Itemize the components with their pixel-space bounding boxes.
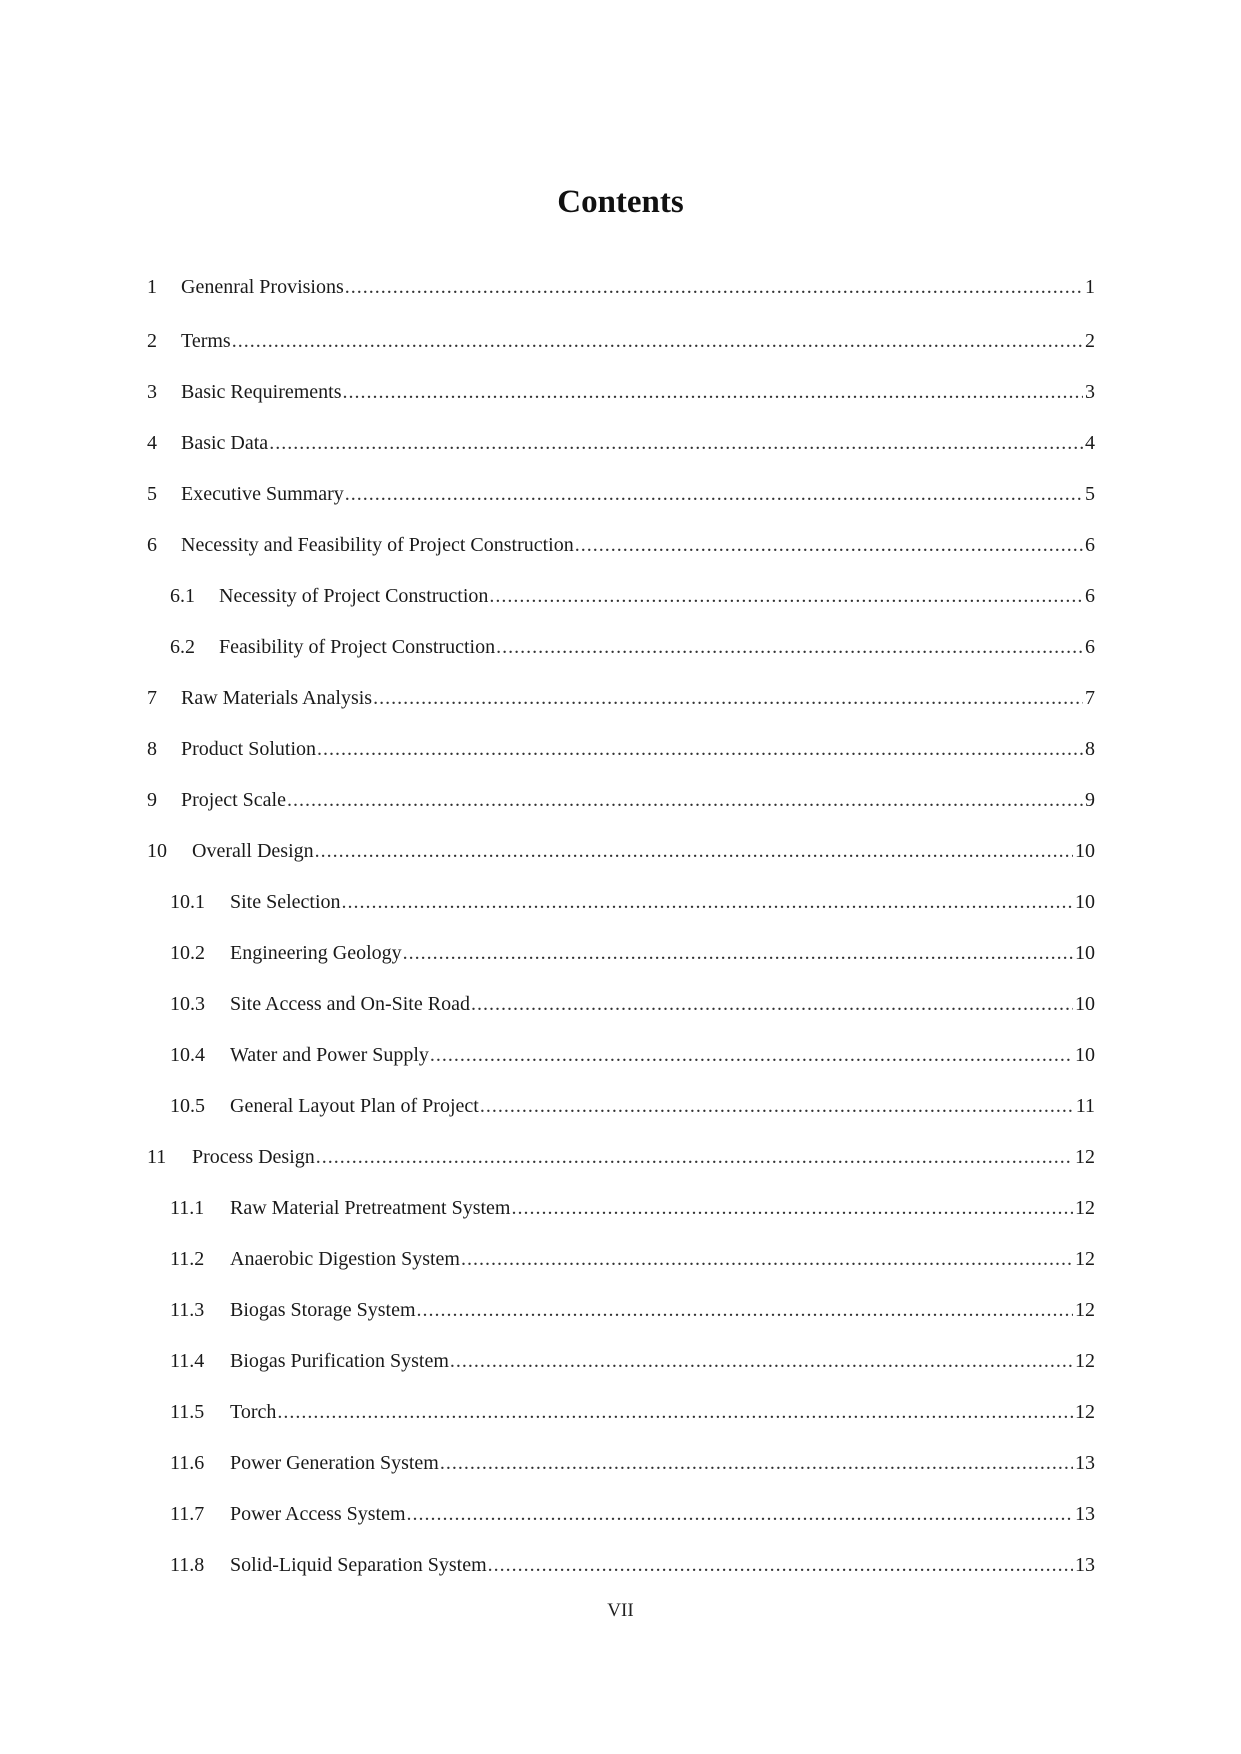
toc-entry[interactable] bbox=[147, 734, 1095, 764]
toc-entry-number: 10.5 bbox=[170, 1095, 205, 1117]
toc-entry-page: 12 bbox=[1075, 1299, 1095, 1321]
toc-dot-leader bbox=[575, 530, 1083, 560]
toc-dot-leader bbox=[417, 1295, 1073, 1325]
toc-entry[interactable] bbox=[170, 1550, 1095, 1580]
toc-entry-title: Engineering Geology bbox=[230, 942, 402, 964]
toc-dot-leader bbox=[316, 1142, 1073, 1172]
toc-dot-leader bbox=[232, 326, 1083, 356]
toc-dot-leader bbox=[489, 581, 1083, 611]
toc-entry-page: 12 bbox=[1075, 1401, 1095, 1423]
toc-entry[interactable] bbox=[147, 326, 1095, 356]
toc-entry[interactable] bbox=[147, 683, 1095, 713]
toc-entry[interactable] bbox=[170, 1193, 1095, 1223]
toc-entry-title: Product Solution bbox=[181, 738, 317, 760]
toc-dot-leader bbox=[461, 1244, 1073, 1274]
toc-entry[interactable] bbox=[170, 632, 1095, 662]
toc-entry-title: Genenral Provisions bbox=[181, 276, 344, 298]
toc-entry[interactable] bbox=[170, 1295, 1095, 1325]
toc-entry-number: 10.4 bbox=[170, 1044, 205, 1066]
toc-entry[interactable] bbox=[147, 785, 1095, 815]
toc-entry-title: Basic Data bbox=[181, 432, 269, 454]
toc-entry-number: 10.1 bbox=[170, 891, 205, 913]
toc-dot-leader bbox=[480, 1091, 1074, 1121]
toc-entry[interactable] bbox=[147, 530, 1095, 560]
toc-entry-page: 10 bbox=[1075, 993, 1095, 1015]
toc-entry-page: 8 bbox=[1085, 738, 1095, 760]
toc-entry-page: 12 bbox=[1075, 1197, 1095, 1219]
toc-entry-title: Solid-Liquid Separation System bbox=[230, 1554, 487, 1576]
toc-entry-page: 2 bbox=[1085, 330, 1095, 352]
toc-entry-page: 3 bbox=[1085, 381, 1095, 403]
toc-entry-page: 5 bbox=[1085, 483, 1095, 505]
toc-entry[interactable] bbox=[170, 887, 1095, 917]
toc-entry[interactable] bbox=[170, 1499, 1095, 1529]
toc-entry-title: Project Scale bbox=[181, 789, 286, 811]
toc-entry-number: 7 bbox=[147, 687, 157, 709]
toc-entry-number: 11.8 bbox=[170, 1554, 205, 1576]
toc-dot-leader bbox=[315, 836, 1073, 866]
toc-entry-title: Torch bbox=[230, 1401, 277, 1423]
toc-entry-page: 4 bbox=[1085, 432, 1095, 454]
toc-entry-number: 11.3 bbox=[170, 1299, 205, 1321]
toc-entry-page: 12 bbox=[1075, 1350, 1095, 1372]
toc-dot-leader bbox=[496, 632, 1083, 662]
toc-entry-title: Overall Design bbox=[192, 840, 314, 862]
toc-entry-title: Raw Materials Analysis bbox=[181, 687, 373, 709]
toc-dot-leader bbox=[440, 1448, 1073, 1478]
toc-entry-title: Site Access and On-Site Road bbox=[230, 993, 470, 1015]
toc-entry-page: 9 bbox=[1085, 789, 1095, 811]
toc-dot-leader bbox=[345, 479, 1083, 509]
toc-dot-leader bbox=[373, 683, 1083, 713]
toc-entry-title: Terms bbox=[181, 330, 231, 352]
toc-entry[interactable] bbox=[170, 1448, 1095, 1478]
toc-entry-number: 2 bbox=[147, 330, 157, 352]
toc-entry-number: 11.4 bbox=[170, 1350, 205, 1372]
toc-dot-leader bbox=[471, 989, 1073, 1019]
toc-entry-title: Executive Summary bbox=[181, 483, 344, 505]
toc-entry-number: 6.2 bbox=[170, 636, 195, 658]
toc-entry-title: General Layout Plan of Project bbox=[230, 1095, 479, 1117]
toc-dot-leader bbox=[450, 1346, 1073, 1376]
toc-entry-page: 6 bbox=[1085, 534, 1095, 556]
toc-dot-leader bbox=[511, 1193, 1073, 1223]
toc-entry[interactable] bbox=[147, 1142, 1095, 1172]
toc-entry-page: 13 bbox=[1075, 1503, 1095, 1525]
toc-entry-title: Biogas Purification System bbox=[230, 1350, 449, 1372]
toc-entry-number: 11.5 bbox=[170, 1401, 205, 1423]
toc-entry-title: Power Access System bbox=[230, 1503, 406, 1525]
toc-entry[interactable] bbox=[170, 1091, 1095, 1121]
toc-dot-leader bbox=[407, 1499, 1073, 1529]
toc-dot-leader bbox=[269, 428, 1083, 458]
toc-entry[interactable] bbox=[170, 581, 1095, 611]
toc-dot-leader bbox=[343, 377, 1083, 407]
toc-entry-title: Water and Power Supply bbox=[230, 1044, 429, 1066]
page-title: Contents bbox=[557, 184, 684, 221]
toc-entry-title: Anaerobic Digestion System bbox=[230, 1248, 460, 1270]
toc-entry-page: 7 bbox=[1085, 687, 1095, 709]
toc-entry[interactable] bbox=[147, 428, 1095, 458]
toc-entry-number: 4 bbox=[147, 432, 157, 454]
toc-entry-page: 6 bbox=[1085, 636, 1095, 658]
toc-entry-number: 10 bbox=[147, 840, 167, 862]
toc-entry-title: Basic Requirements bbox=[181, 381, 342, 403]
toc-entry-title: Biogas Storage System bbox=[230, 1299, 416, 1321]
toc-entry-page: 6 bbox=[1085, 585, 1095, 607]
toc-entry-number: 11.6 bbox=[170, 1452, 205, 1474]
toc-dot-leader bbox=[317, 734, 1083, 764]
toc-entry-number: 11.1 bbox=[170, 1197, 205, 1219]
toc-entry-page: 11 bbox=[1075, 1095, 1095, 1117]
toc-entry[interactable] bbox=[147, 377, 1095, 407]
toc-entry[interactable] bbox=[147, 479, 1095, 509]
toc-entry-title: Necessity of Project Construction bbox=[219, 585, 489, 607]
toc-entry-title: Necessity and Feasibility of Project Construction bbox=[181, 534, 574, 556]
toc-entry-number: 10.2 bbox=[170, 942, 205, 964]
toc-entry-page: 10 bbox=[1075, 942, 1095, 964]
toc-entry-page: 10 bbox=[1075, 891, 1095, 913]
toc-entry[interactable] bbox=[170, 1040, 1095, 1070]
toc-entry-number: 1 bbox=[147, 276, 157, 298]
toc-entry-number: 6 bbox=[147, 534, 157, 556]
toc-entry-title: Process Design bbox=[192, 1146, 315, 1168]
toc-entry[interactable] bbox=[170, 1397, 1095, 1427]
toc-dot-leader bbox=[430, 1040, 1073, 1070]
toc-entry-title: Power Generation System bbox=[230, 1452, 439, 1474]
toc-entry-title: Site Selection bbox=[230, 891, 341, 913]
toc-entry-page: 10 bbox=[1075, 840, 1095, 862]
toc-entry[interactable] bbox=[170, 1244, 1095, 1274]
toc-entry[interactable] bbox=[170, 938, 1095, 968]
toc-entry-page: 1 bbox=[1085, 276, 1095, 298]
toc-entry-number: 11 bbox=[147, 1146, 167, 1168]
toc-entry-page: 12 bbox=[1075, 1146, 1095, 1168]
toc-dot-leader bbox=[345, 272, 1083, 302]
toc-dot-leader bbox=[287, 785, 1083, 815]
toc-dot-leader bbox=[277, 1397, 1073, 1427]
toc-entry-number: 11.2 bbox=[170, 1248, 205, 1270]
page-number: VII bbox=[607, 1600, 634, 1621]
toc-entry-page: 13 bbox=[1075, 1452, 1095, 1474]
toc-entry-number: 3 bbox=[147, 381, 157, 403]
toc-entry-number: 9 bbox=[147, 789, 157, 811]
toc-entry[interactable] bbox=[170, 989, 1095, 1019]
toc-entry-title: Raw Material Pretreatment System bbox=[230, 1197, 511, 1219]
toc-entry-number: 6.1 bbox=[170, 585, 195, 607]
toc-entry[interactable] bbox=[147, 272, 1095, 302]
toc-dot-leader bbox=[488, 1550, 1073, 1580]
toc-entry-page: 13 bbox=[1075, 1554, 1095, 1576]
toc-entry-number: 5 bbox=[147, 483, 157, 505]
toc-entry-number: 8 bbox=[147, 738, 157, 760]
toc-entry-title: Feasibility of Project Construction bbox=[219, 636, 496, 658]
toc-entry-page: 12 bbox=[1075, 1248, 1095, 1270]
toc-entry-page: 10 bbox=[1075, 1044, 1095, 1066]
toc-dot-leader bbox=[342, 887, 1073, 917]
toc-entry[interactable] bbox=[170, 1346, 1095, 1376]
toc-entry[interactable] bbox=[147, 836, 1095, 866]
toc-entry-number: 10.3 bbox=[170, 993, 205, 1015]
toc-dot-leader bbox=[403, 938, 1073, 968]
toc-entry-number: 11.7 bbox=[170, 1503, 205, 1525]
